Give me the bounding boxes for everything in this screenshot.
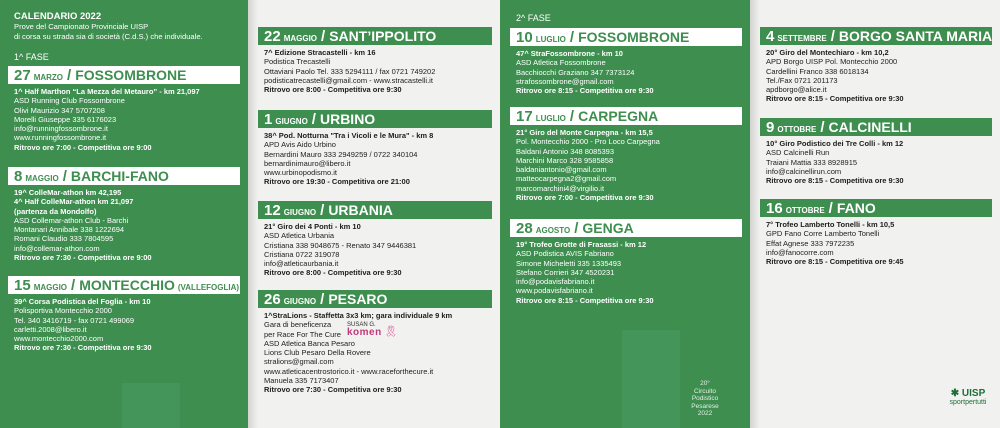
event-detail-line: Marchini Marco 328 9585858 xyxy=(516,155,614,165)
panel-2 xyxy=(248,0,500,428)
event-detail-line: Simone Micheletti 335 1335493 xyxy=(516,258,622,268)
event-month: MAGGIO xyxy=(25,174,59,183)
event-detail-line: 7° Trofeo Lamberto Tonelli - km 10,5 xyxy=(766,220,895,229)
panel-1 xyxy=(0,0,248,428)
uisp-logo: ✱ UISP sportpertutti xyxy=(949,388,987,406)
event-detail-line: Romani Claudio 333 7804595 xyxy=(14,234,114,244)
event-card xyxy=(760,27,992,104)
event-detail-line: 20° Giro del Montechiaro - km 10,2 xyxy=(766,48,889,57)
event-month: GIUGNO xyxy=(275,117,308,126)
event-day: 16 xyxy=(766,200,783,217)
event-city: FANO xyxy=(836,200,876,216)
date-separator: / xyxy=(569,29,575,46)
event-card xyxy=(760,118,992,185)
panel-4 xyxy=(750,0,1000,428)
event-detail-line: ASD Atletica Urbania xyxy=(264,231,335,241)
event-detail-line: 4^ Half ColleMar-athon km 21,097 xyxy=(14,197,134,207)
event-detail-line: marcomarchini4@virgilio.it xyxy=(516,183,605,193)
event-date-bar xyxy=(510,28,742,46)
event-detail-line: carletti.2008@libero.it xyxy=(14,324,87,334)
event-detail-line: Traiani Mattia 333 8928915 xyxy=(766,157,858,167)
event-detail-line: www.runningfossombrone.it xyxy=(14,133,107,143)
event-date-bar xyxy=(760,118,992,136)
event-day: 1 xyxy=(264,111,273,128)
event-detail-line: Lions Club Pesaro Della Rovere xyxy=(264,348,371,358)
event-city: FOSSOMBRONE xyxy=(578,29,690,45)
event-detail-line: 10° Giro Podistico dei Tre Colli - km 12 xyxy=(766,139,904,148)
event-detail-line: Morelli Giuseppe 335 6176023 xyxy=(14,114,117,124)
event-detail-line: 19° Trofeo Grotte di Frasassi - km 12 xyxy=(516,240,647,249)
phase-1-label: 1^ FASE xyxy=(14,52,49,62)
event-day: 9 xyxy=(766,119,775,136)
event-date-bar xyxy=(760,27,992,45)
event-day: 10 xyxy=(516,29,533,46)
decorative-block xyxy=(622,330,680,428)
event-detail-line: Ritrovo ore 8:00 - Competitiva ore 9:30 xyxy=(264,268,402,278)
event-detail-line: info@calcinellirun.com xyxy=(766,166,842,176)
event-detail-line: (partenza da Mondolfo) xyxy=(14,206,97,216)
event-city: MONTECCHIO xyxy=(79,277,175,293)
event-detail-line: Ottaviani Paolo Tel. 333 5294111 / fax 0721 749202 xyxy=(264,66,436,76)
date-separator: / xyxy=(574,220,579,237)
event-details xyxy=(510,237,742,305)
event-city: URBANIA xyxy=(328,202,393,218)
event-details xyxy=(8,185,240,262)
event-detail-line: Ritrovo ore 19:30 - Competitiva ore 21:00 xyxy=(264,177,410,187)
event-card xyxy=(258,27,492,94)
event-city: CALCINELLI xyxy=(828,119,912,135)
decorative-block xyxy=(122,383,180,428)
event-details xyxy=(510,46,742,95)
event-detail-line: ASD Atletica Banca Pesaro xyxy=(264,338,355,348)
event-detail-line: 1^ Half Marthon “La Mezza del Metauro” - km 21,097 xyxy=(14,87,200,96)
event-month: MAGGIO xyxy=(283,34,318,43)
event-city: BORGO SANTA MARIA xyxy=(838,28,993,44)
event-day: 26 xyxy=(264,291,281,308)
event-details xyxy=(760,136,992,185)
event-detail-line: APD Avis Aido Urbino xyxy=(264,140,336,150)
event-detail-line: strafossombrone@gmail.com xyxy=(516,76,614,86)
event-detail-line: Ritrovo ore 8:15 - Competitiva ore 9:30 xyxy=(766,176,904,186)
event-detail-line: www.atleticacentrostorico.it - www.raceforthecure.it xyxy=(264,366,434,376)
event-details xyxy=(258,45,492,94)
event-detail-line: Ritrovo ore 7:30 - Competitiva ore 9:30 xyxy=(14,343,152,353)
event-detail-line: Stefano Corrieri 347 4520231 xyxy=(516,267,615,277)
event-city: URBINO xyxy=(319,111,376,127)
event-details xyxy=(510,125,742,202)
event-details xyxy=(8,294,240,353)
event-detail-line: 39^ Corsa Podistica del Foglia - km 10 xyxy=(14,297,151,306)
event-detail-line: Olivi Maurizio 347 5707208 xyxy=(14,105,105,115)
event-detail-line: Cardellini Franco 338 6018134 xyxy=(766,66,869,76)
intro-text: Prove del Campionato Provinciale UISP di corsa su strada sia di società (C.d.S.) che individuale. xyxy=(14,22,203,41)
event-detail-line: 7^ Edizione Stracastelli - km 16 xyxy=(264,48,376,57)
event-city: FOSSOMBRONE xyxy=(75,67,187,83)
event-detail-line: Tel. 340 3416719 - fax 0721 499069 xyxy=(14,315,135,325)
event-city: BARCHI-FANO xyxy=(70,168,169,184)
event-detail-line: Ritrovo ore 7:00 - Competitiva ore 9:30 xyxy=(516,193,654,203)
calendar-title: CALENDARIO 2022 xyxy=(14,11,102,22)
event-date-bar xyxy=(760,199,992,217)
date-separator: / xyxy=(828,200,833,217)
event-date-bar xyxy=(8,66,240,84)
event-detail-line: 21° Giro dei 4 Ponti - km 10 xyxy=(264,222,361,231)
event-day: 15 xyxy=(14,277,31,294)
event-details xyxy=(8,84,240,152)
event-details xyxy=(760,217,992,266)
event-month: OTTOBRE xyxy=(777,125,817,134)
event-detail-line: Montanari Annibale 338 1222694 xyxy=(14,225,125,235)
event-card xyxy=(8,66,240,152)
event-city-sub: (VALLEFOGLIA) xyxy=(177,283,240,292)
event-city: SANT’IPPOLITO xyxy=(329,28,437,44)
event-card xyxy=(510,28,742,95)
event-date-bar xyxy=(258,110,492,128)
event-detail-line: baldaniantonio@gmail.com xyxy=(516,165,607,175)
event-month: SETTEMBRE xyxy=(777,34,827,43)
event-detail-line: stralions@gmail.com xyxy=(264,357,334,367)
event-month: LUGLIO xyxy=(535,35,566,44)
event-month: GIUGNO xyxy=(283,297,317,306)
event-detail-line: Bernardini Mauro 333 2949259 / 0722 340104 xyxy=(264,149,418,159)
event-detail-line: info@podavisfabriano.it xyxy=(516,277,595,287)
event-detail-line: Podistica Trecastelli xyxy=(264,57,331,67)
panel-3 xyxy=(500,0,750,428)
event-month: MAGGIO xyxy=(33,283,68,292)
event-detail-line: podisticatrecastelli@gmail.com - www.stracastelli.it xyxy=(264,75,433,85)
event-detail-line: Ritrovo ore 8:15 - Competitiva ore 9:30 xyxy=(516,295,654,305)
event-card xyxy=(8,276,240,353)
event-detail-line: ASD Running Club Fossombrone xyxy=(14,96,125,106)
event-detail-line: Pol. Montecchio 2000 - Pro Loco Carpegna xyxy=(516,137,660,147)
event-month: AGOSTO xyxy=(535,226,571,235)
event-detail-line: Ritrovo ore 7:00 - Competitiva ore 9:00 xyxy=(14,142,152,152)
event-detail-line: 21° Giro del Monte Carpegna - km 15,5 xyxy=(516,128,653,137)
event-detail-line: www.montecchio2000.com xyxy=(14,334,104,344)
event-detail-line: ASD Atletica Fossombrone xyxy=(516,58,606,68)
event-detail-line: apdborgo@alice.it xyxy=(766,85,827,95)
event-detail-line: info@collemar-athon.com xyxy=(14,243,100,253)
date-separator: / xyxy=(320,202,325,219)
event-detail-line: Effat Agnese 333 7972235 xyxy=(766,238,855,248)
date-separator: / xyxy=(321,28,326,45)
event-detail-line: ASD Collemar-athon Club - Barchi xyxy=(14,215,129,225)
event-details xyxy=(258,128,492,187)
event-detail-line: Cristiana 0722 319078 xyxy=(264,249,340,259)
event-detail-line: 47^ StraFossombrone - km 10 xyxy=(516,49,623,58)
phase-2-label: 2^ FASE xyxy=(516,13,551,23)
event-detail-line: APD Borgo UISP Pol. Montecchio 2000 xyxy=(766,57,898,67)
event-detail-line: Baldani Antonio 348 8085393 xyxy=(516,146,615,156)
date-separator: / xyxy=(311,111,316,128)
uisp-logo-icon: ✱ xyxy=(950,388,960,399)
event-detail-line: Bacchiocchi Graziano 347 7373124 xyxy=(516,67,635,77)
event-date-bar xyxy=(258,201,492,219)
charity-line: per Race For The Cure xyxy=(264,329,341,339)
event-race-title: 1^StraLions - Staffetta 3x3 km; gara individuale 9 km xyxy=(264,311,453,320)
event-details xyxy=(258,308,492,395)
event-detail-line: Manuela 335 7173407 xyxy=(264,376,339,386)
event-detail-line: GPD Fano Corre Lamberto Tonelli xyxy=(766,229,880,239)
event-detail-line: Ritrovo ore 8:15 - Competitiva ore 9:30 xyxy=(766,94,904,104)
event-detail-line: Ritrovo ore 7:30 - Competitiva ore 9:00 xyxy=(14,253,152,263)
event-month: MARZO xyxy=(33,73,64,82)
komen-logo: SUSAN G. komen 🎗 xyxy=(346,321,398,338)
event-date-bar xyxy=(510,107,742,125)
pink-ribbon-icon: 🎗 xyxy=(383,325,398,338)
date-separator: / xyxy=(67,67,72,84)
event-detail-line: Tel./Fax 0721 201173 xyxy=(766,75,838,85)
date-separator: / xyxy=(569,108,575,125)
date-separator: / xyxy=(820,119,825,136)
event-detail-line: Polisportiva Montecchio 2000 xyxy=(14,306,112,316)
charity-row xyxy=(264,320,492,339)
event-city: PESARO xyxy=(328,291,388,307)
event-card xyxy=(510,107,742,202)
event-detail-line: Ritrovo ore 8:15 - Competitiva ore 9:45 xyxy=(766,257,904,267)
event-detail-line: ASD Calcinelli Run xyxy=(766,148,830,158)
event-date-bar xyxy=(8,276,240,294)
event-date-bar xyxy=(510,219,742,237)
event-day: 8 xyxy=(14,168,23,185)
event-detail-line: www.podavisfabriano.it xyxy=(516,286,593,296)
event-detail-line: info@atleticaurbania.it xyxy=(264,259,339,269)
event-month: LUGLIO xyxy=(535,114,566,123)
event-card xyxy=(8,167,240,262)
event-card xyxy=(510,219,742,305)
event-city: GENGA xyxy=(582,220,634,236)
date-separator: / xyxy=(320,291,325,308)
event-detail-line: 38^ Pod. Notturna "Tra i Vicoli e le Mura" - km 8 xyxy=(264,131,434,140)
event-detail-line: 19^ ColleMar-athon km 42,195 xyxy=(14,188,122,197)
event-detail-line: Cristiana 338 9048675 - Renato 347 9446381 xyxy=(264,240,417,250)
event-detail-line: ASD Podistica AVIS Fabriano xyxy=(516,249,614,259)
event-details xyxy=(760,45,992,104)
event-detail-line: www.urbinopodismo.it xyxy=(264,168,337,178)
event-date-bar xyxy=(8,167,240,185)
event-detail-line: info@runningfossombrone.it xyxy=(14,124,108,134)
circuito-label: 20° Circuito Podistico Pesarese 2022 xyxy=(691,380,719,418)
event-detail-line: Ritrovo ore 7:30 - Competitiva ore 9:30 xyxy=(264,385,402,395)
event-day: 22 xyxy=(264,28,281,45)
date-separator: / xyxy=(62,168,67,185)
event-day: 12 xyxy=(264,202,281,219)
event-detail-line: bernardinimauro@libero.it xyxy=(264,158,351,168)
event-detail-line: Ritrovo ore 8:15 - Competitiva ore 9:30 xyxy=(516,86,654,96)
event-month: OTTOBRE xyxy=(785,206,825,215)
date-separator: / xyxy=(71,277,76,294)
event-day: 28 xyxy=(516,220,533,237)
event-card xyxy=(258,290,492,395)
event-detail-line: Ritrovo ore 8:00 - Competitiva ore 9:30 xyxy=(264,85,402,95)
event-day: 27 xyxy=(14,67,31,84)
charity-line: Gara di beneficenza xyxy=(264,320,332,330)
event-city: CARPEGNA xyxy=(578,108,659,124)
event-card xyxy=(258,201,492,278)
event-day: 17 xyxy=(516,108,533,125)
event-date-bar xyxy=(258,27,492,45)
event-card xyxy=(760,199,992,266)
event-detail-line: info@fanocorre.com xyxy=(766,247,834,257)
event-date-bar xyxy=(258,290,492,308)
date-separator: / xyxy=(830,28,835,45)
event-month: GIUGNO xyxy=(283,208,317,217)
event-details xyxy=(258,219,492,278)
event-detail-line: matteocarpegna2@gmail.com xyxy=(516,174,617,184)
event-day: 4 xyxy=(766,28,775,45)
event-card xyxy=(258,110,492,187)
